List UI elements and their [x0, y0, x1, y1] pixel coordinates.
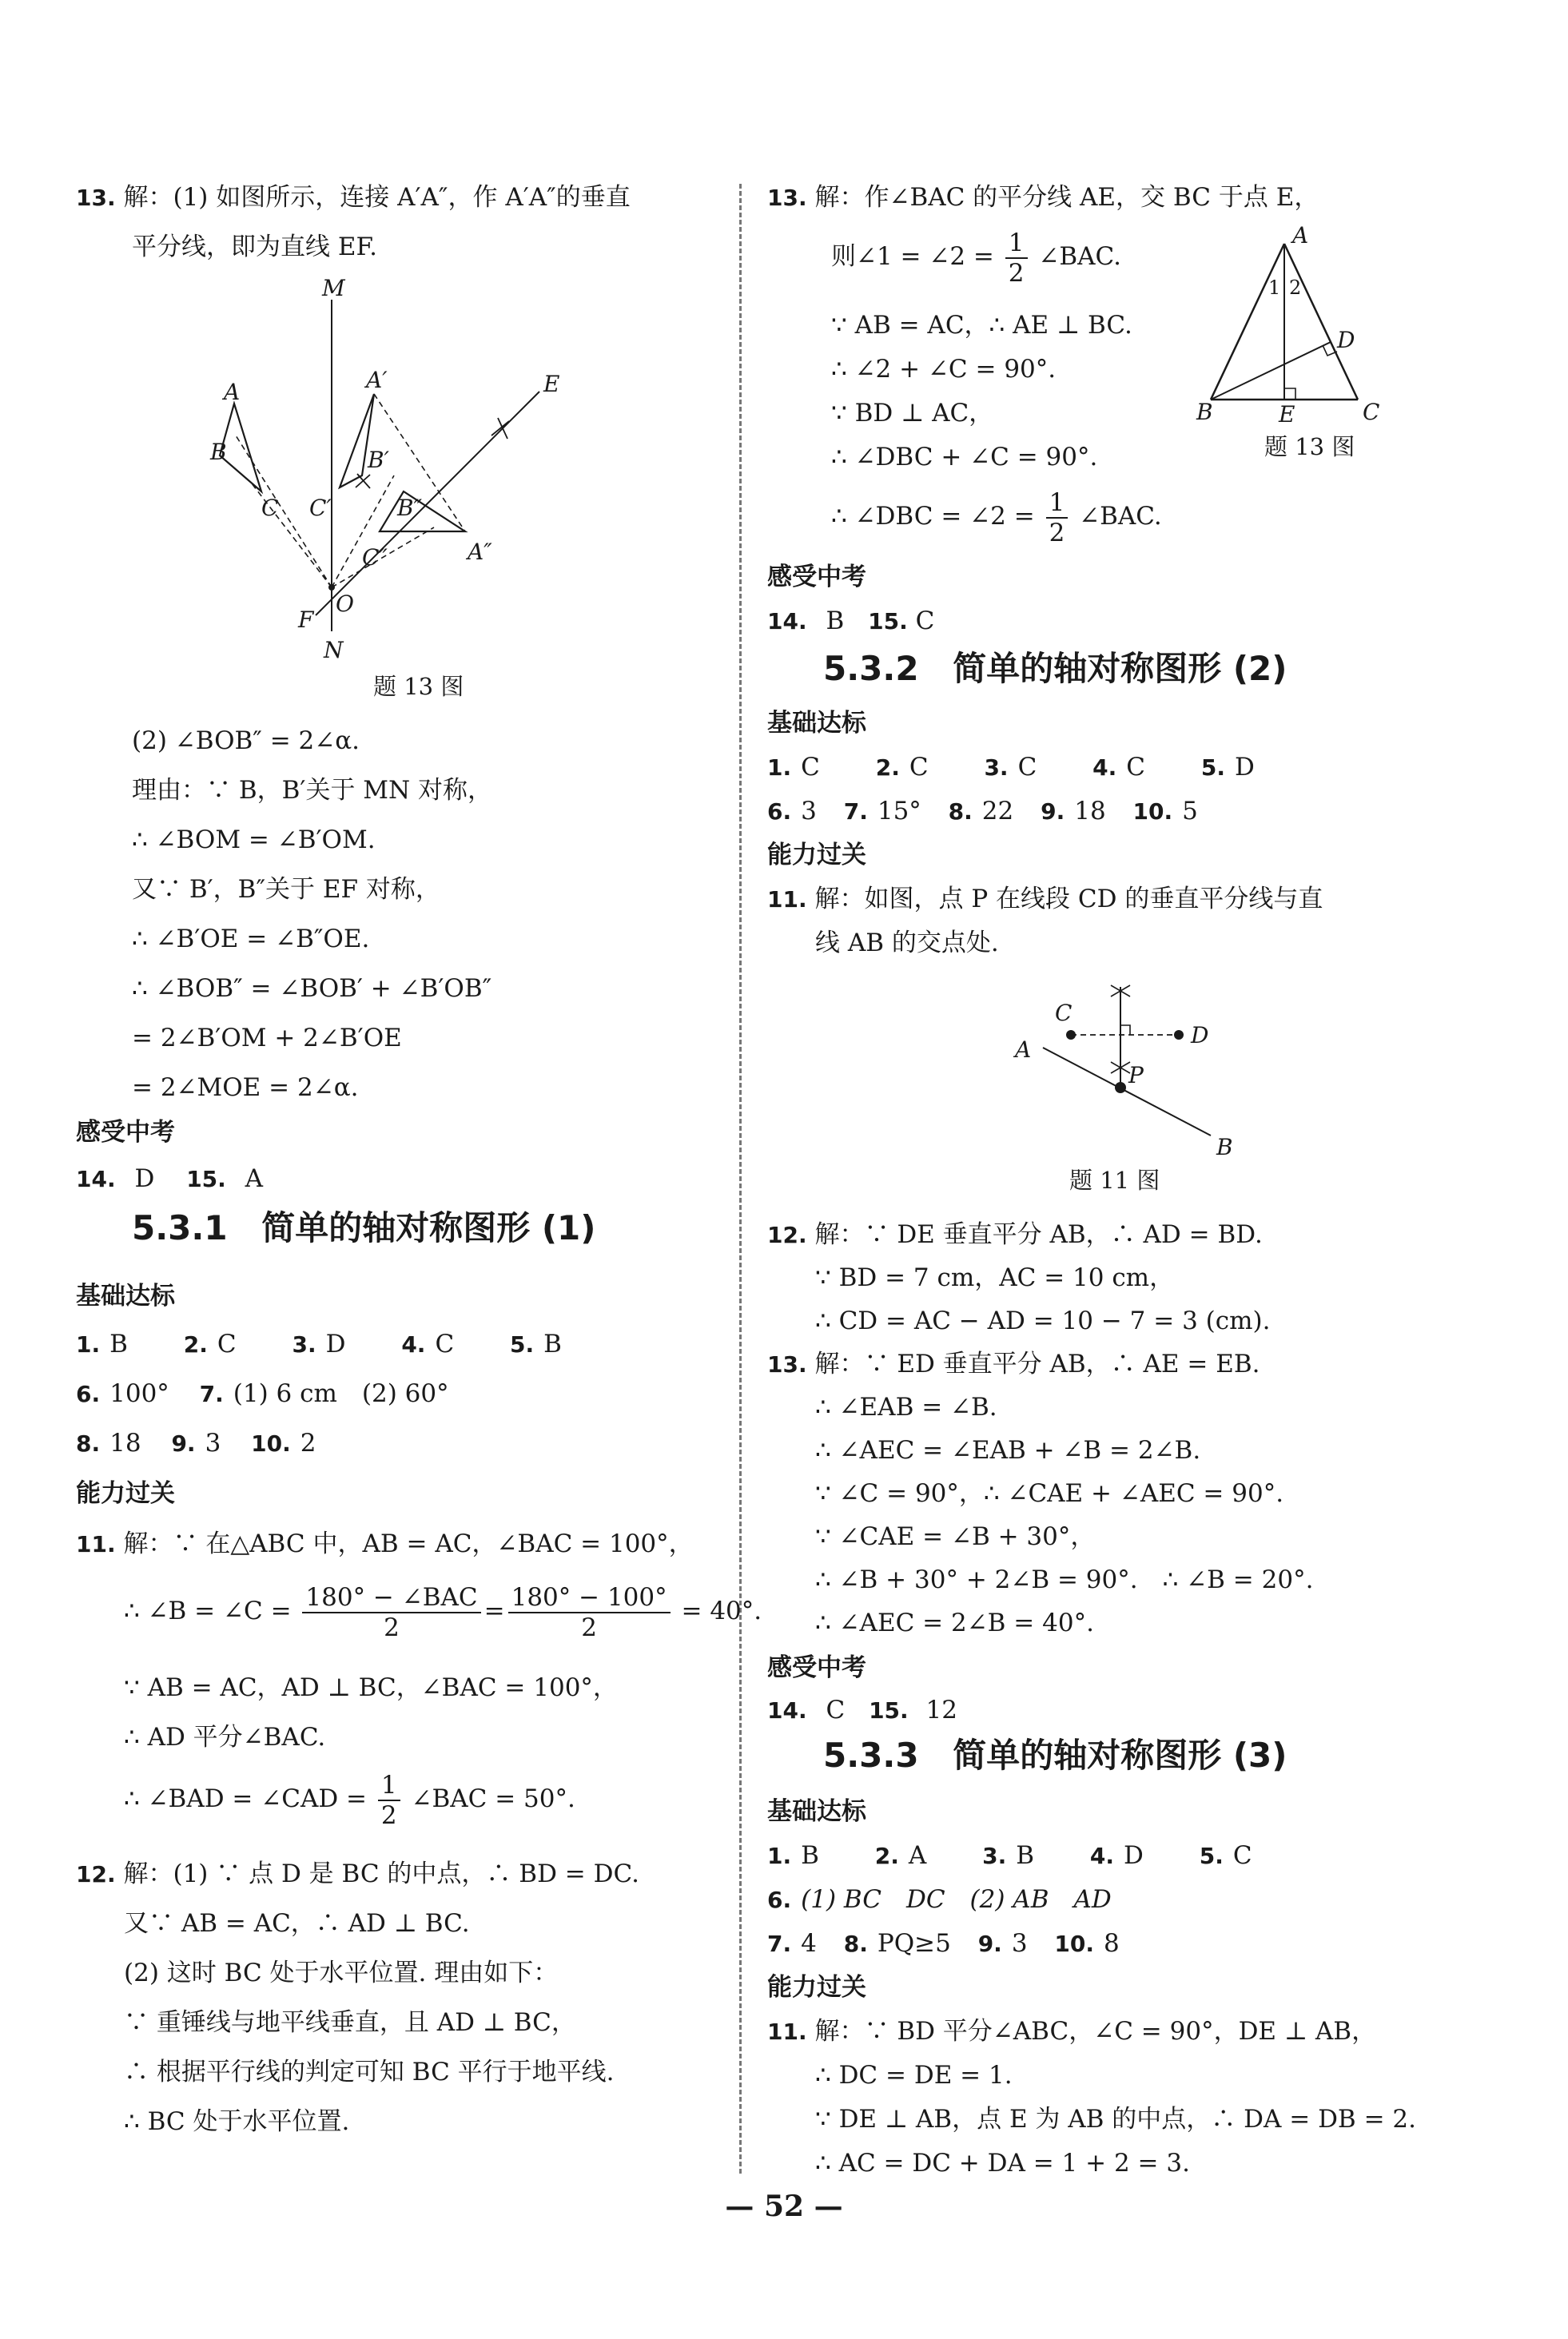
jc-heading-2: 基础达标 — [767, 709, 866, 738]
q13b-right-line2: ∴ ∠EAB = ∠B. — [815, 1393, 997, 1422]
q13-right-line5: ∵ BD ⊥ AC， — [831, 399, 994, 428]
label-A2: A″ — [468, 539, 492, 565]
caption-figure-13-right: 题 13 图 — [1264, 433, 1355, 460]
fraction-5: $\frac{1}{2}$ — [1046, 488, 1069, 547]
jc-heading-3: 基础达标 — [767, 1797, 866, 1826]
q13-left-line1: 13. 解：(1) 如图所示，连接 A′A″，作 A′A″的垂直 — [76, 183, 631, 212]
label-D: D — [1337, 327, 1355, 353]
q12-left-line1: 12. 解：(1) ∵ 点 D 是 BC 的中点，∴ BD = DC. — [76, 1860, 639, 1888]
label-E: E — [1279, 401, 1295, 428]
fraction-2: $\frac{180^\circ - 100^\circ}{2}$ — [508, 1583, 671, 1642]
label-B: B — [1196, 399, 1213, 425]
label-C2: C″ — [362, 544, 388, 571]
label-E: E — [543, 371, 560, 397]
q11-left-line1: 11. 解：∵ 在△ABC 中，AB = AC，∠BAC = 100°， — [76, 1529, 694, 1558]
zk-heading-right-1: 感受中考 — [767, 563, 866, 591]
q13-left-p2-4: 又∵ B′，B″关于 EF 对称， — [132, 875, 440, 904]
q12-right-line1: 12. 解：∵ DE 垂直平分 AB，∴ AD = BD. — [767, 1220, 1263, 1249]
section-5-3-1-title: 5.3.1 简单的轴对称图形 (1) — [132, 1208, 596, 1247]
q11b-right-line1: 11. 解：∵ BD 平分∠ABC，∠C = 90°，DE ⊥ AB， — [767, 2017, 1377, 2046]
q11-left-line2: ∴ ∠B = ∠C = $\frac{\text{180° − ∠BAC}}{2}$ = $\frac{180^\circ - 100^\circ}{2}$ = 40°. — [124, 1582, 762, 1642]
q13-right-line4: ∴ ∠2 + ∠C = 90°. — [831, 355, 1057, 384]
q13b-right-line1: 13. 解：∵ ED 垂直平分 AB，∴ AE = EB. — [767, 1350, 1260, 1378]
nl-heading-2: 能力过关 — [767, 841, 866, 869]
nl-heading-3: 能力过关 — [767, 1973, 866, 2002]
label-angle-1: 1 — [1268, 276, 1281, 299]
q12-right-line3: ∴ CD = AC − AD = 10 − 7 = 3 (cm). — [815, 1307, 1271, 1335]
q13-right-line3: ∵ AB = AC，∴ AE ⊥ BC. — [831, 311, 1132, 340]
label-C: C — [261, 495, 279, 521]
zk-heading-right-2: 感受中考 — [767, 1653, 866, 1682]
q11-right-line2: 线 AB 的交点处. — [815, 929, 999, 957]
q11-right-line1: 11. 解：如图，点 P 在线段 CD 的垂直平分线与直 — [767, 885, 1323, 913]
fraction-1: $\frac{\text{180° − ∠BAC}}{2}$ — [302, 1583, 480, 1642]
q13-left-p2-5: ∴ ∠B′OE = ∠B″OE. — [132, 925, 370, 953]
q13b-right-line3: ∴ ∠AEC = ∠EAB + ∠B = 2∠B. — [815, 1436, 1201, 1465]
jc3-row1: 1. B 2. A 3. B 4. D 5. C — [767, 1841, 1252, 1870]
label-angle-2: 2 — [1289, 276, 1302, 299]
label-O: O — [336, 591, 354, 617]
zk-answers-right-2: 14. C 15. 12 — [767, 1696, 957, 1724]
fraction-3: $\frac{1}{2}$ — [378, 1771, 400, 1830]
jc1-row1: 1. B 2. C 3. D 4. C 5. B — [76, 1330, 562, 1358]
q13-left-p2-7: = 2∠B′OM + 2∠B′OE — [132, 1024, 402, 1052]
q13-right-line7: ∴ ∠DBC = ∠2 = $\frac{1}{2}$ ∠BAC. — [831, 487, 1162, 547]
figure-11-right — [999, 979, 1255, 1159]
zk-heading-left: 感受中考 — [76, 1118, 175, 1147]
q13-right-line6: ∴ ∠DBC + ∠C = 90°. — [831, 443, 1098, 471]
q13-right-line1: 13. 解：作∠BAC 的平分线 AE，交 BC 于点 E， — [767, 183, 1319, 212]
label-F: F — [298, 607, 314, 633]
q13b-right-line5: ∵ ∠CAE = ∠B + 30°， — [815, 1522, 1096, 1551]
label-P: P — [1128, 1062, 1144, 1088]
caption-figure-11-right: 题 11 图 — [1069, 1167, 1160, 1194]
jc2-row1: 1. C 2. C 3. C 4. C 5. D — [767, 753, 1255, 782]
zk-answers-left: 14. D 15. A — [76, 1164, 264, 1193]
section-5-3-2-title: 5.3.2 简单的轴对称图形 (2) — [823, 649, 1287, 688]
q13-left-p2-6: ∴ ∠BOB″ = ∠BOB′ + ∠B′OB″ — [132, 974, 492, 1003]
label-C1: C′ — [309, 495, 332, 521]
q13-left-p2-2: 理由：∵ B，B′关于 MN 对称， — [132, 776, 493, 805]
q12-left-line3: (2) 这时 BC 处于水平位置. 理由如下： — [124, 1959, 559, 1987]
jc2-row2: 6. 3 7. 15° 8. 22 9. 18 10. 5 — [767, 797, 1198, 825]
label-C: C — [1055, 1000, 1073, 1026]
q13b-right-line7: ∴ ∠AEC = 2∠B = 40°. — [815, 1609, 1094, 1637]
jc3-row3: 7. 4 8. PQ≥5 9. 3 10. 8 — [767, 1929, 1120, 1958]
q13-left-p2-8: = 2∠MOE = 2∠α. — [132, 1073, 359, 1102]
caption-figure-13-left: 题 13 图 — [373, 673, 464, 700]
q12-left-line4: ∵ 重锤线与地平线垂直，且 AD ⊥ BC， — [124, 2008, 576, 2037]
label-B: B — [1216, 1134, 1233, 1160]
q13b-right-line6: ∴ ∠B + 30° + 2∠B = 90°. ∴ ∠B = 20°. — [815, 1565, 1314, 1594]
q13-left-p2-3: ∴ ∠BOM = ∠B′OM. — [132, 825, 376, 854]
page-number: — 52 — — [725, 2190, 843, 2223]
q13b-right-line4: ∵ ∠C = 90°，∴ ∠CAE + ∠AEC = 90°. — [815, 1479, 1284, 1508]
section-5-3-3-title: 5.3.3 简单的轴对称图形 (3) — [823, 1736, 1287, 1775]
q11-left-line5: ∴ ∠BAD = ∠CAD = $\frac{1}{2}$ ∠BAC = 50°. — [124, 1770, 575, 1830]
jc3-row2: 6. (1) BC DC (2) AB AD — [767, 1885, 1112, 1914]
q13-left-p2-1: (2) ∠BOB″ = 2∠α. — [132, 726, 360, 755]
q11-left-line4: ∴ AD 平分∠BAC. — [124, 1723, 326, 1752]
fraction-4: $\frac{1}{2}$ — [1005, 229, 1028, 288]
jc1-row2: 6. 100° 7. (1) 6 cm (2) 60° — [76, 1379, 449, 1408]
q11b-right-line3: ∵ DE ⊥ AB，点 E 为 AB 的中点，∴ DA = DB = 2. — [815, 2105, 1416, 2134]
label-B2: B″ — [397, 495, 423, 521]
q12-right-line2: ∵ BD = 7 cm，AC = 10 cm， — [815, 1263, 1175, 1292]
nl-heading-1: 能力过关 — [76, 1479, 175, 1508]
q12-left-line6: ∴ BC 处于水平位置. — [124, 2107, 350, 2136]
label-A: A — [1015, 1036, 1032, 1063]
label-A: A — [224, 379, 241, 405]
label-D: D — [1191, 1022, 1209, 1048]
figure-13-left — [210, 275, 587, 667]
jc-heading-1: 基础达标 — [76, 1282, 175, 1311]
q11b-right-line4: ∴ AC = DC + DA = 1 + 2 = 3. — [815, 2149, 1190, 2178]
figure-13-right — [1196, 222, 1419, 428]
q13-left-line2: 平分线，即为直线 EF. — [132, 233, 378, 261]
label-C: C — [1363, 399, 1380, 425]
label-A1: A′ — [366, 367, 388, 393]
column-divider — [739, 184, 742, 2174]
label-B: B — [210, 439, 227, 465]
zk-answers-right-1: 14. B 15. C — [767, 607, 935, 635]
label-M: M — [322, 275, 345, 301]
q13-right-line2: 则∠1 = ∠2 = $\frac{1}{2}$ ∠BAC. — [831, 228, 1121, 288]
q12-left-line2: 又∵ AB = AC，∴ AD ⊥ BC. — [124, 1909, 470, 1938]
jc1-row3: 8. 18 9. 3 10. 2 — [76, 1429, 316, 1458]
q11-left-line3: ∵ AB = AC，AD ⊥ BC，∠BAC = 100°， — [124, 1673, 618, 1702]
label-A: A — [1292, 222, 1309, 249]
q12-left-line5: ∴ 根据平行线的判定可知 BC 平行于地平线. — [124, 2058, 615, 2086]
q11b-right-line2: ∴ DC = DE = 1. — [815, 2061, 1013, 2090]
label-N: N — [324, 637, 344, 663]
label-B1: B′ — [368, 447, 389, 473]
